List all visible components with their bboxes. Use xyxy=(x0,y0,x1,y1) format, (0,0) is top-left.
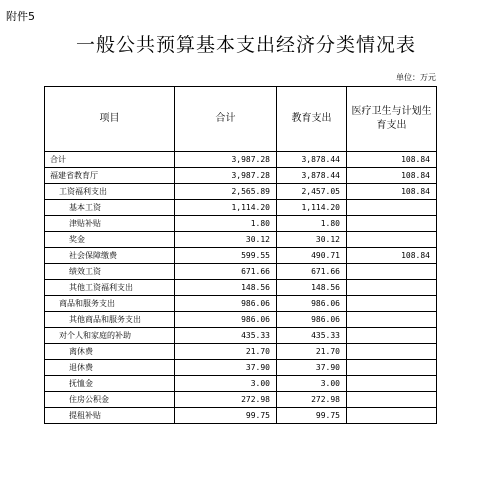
row-education: 3.00 xyxy=(277,376,347,392)
row-education: 21.70 xyxy=(277,344,347,360)
row-name: 退休费 xyxy=(45,360,175,376)
row-total: 986.06 xyxy=(175,296,277,312)
row-name: 离休费 xyxy=(45,344,175,360)
row-total: 30.12 xyxy=(175,232,277,248)
table-row xyxy=(45,344,437,360)
row-health: 108.84 xyxy=(347,248,437,264)
row-education: 272.98 xyxy=(277,392,347,408)
row-health xyxy=(347,264,437,280)
row-total: 1.80 xyxy=(175,216,277,232)
row-education: 99.75 xyxy=(277,408,347,424)
table-row xyxy=(45,248,437,264)
row-name: 商品和服务支出 xyxy=(45,296,175,312)
row-education: 37.90 xyxy=(277,360,347,376)
row-name: 抚恤金 xyxy=(45,376,175,392)
header-health: 医疗卫生与计划生育支出 xyxy=(347,87,437,152)
row-total: 99.75 xyxy=(175,408,277,424)
row-health xyxy=(347,280,437,296)
row-education: 490.71 xyxy=(277,248,347,264)
row-education: 1,114.20 xyxy=(277,200,347,216)
table-row xyxy=(45,392,437,408)
row-health xyxy=(347,312,437,328)
table-row xyxy=(45,184,437,200)
row-health xyxy=(347,232,437,248)
row-total: 671.66 xyxy=(175,264,277,280)
table-row xyxy=(45,408,437,424)
row-education: 986.06 xyxy=(277,296,347,312)
table-header-row xyxy=(45,87,437,152)
attachment-label: 附件5 xyxy=(6,10,35,23)
row-name: 工资福利支出 xyxy=(45,184,175,200)
page-title: 一般公共预算基本支出经济分类情况表 xyxy=(75,34,416,56)
table-row xyxy=(45,232,437,248)
row-total: 3.00 xyxy=(175,376,277,392)
table-row xyxy=(45,376,437,392)
row-health xyxy=(347,328,437,344)
table-row xyxy=(45,296,437,312)
row-name: 合计 xyxy=(45,152,175,168)
header-total: 合计 xyxy=(175,87,277,152)
row-education: 3,878.44 xyxy=(277,152,347,168)
header-education: 教育支出 xyxy=(277,87,347,152)
unit-label: 单位：万元 xyxy=(396,73,436,82)
row-total: 21.70 xyxy=(175,344,277,360)
row-total: 599.55 xyxy=(175,248,277,264)
row-total: 148.56 xyxy=(175,280,277,296)
row-total: 1,114.20 xyxy=(175,200,277,216)
row-total: 986.06 xyxy=(175,312,277,328)
row-health xyxy=(347,200,437,216)
row-total: 3,987.28 xyxy=(175,152,277,168)
row-total: 435.33 xyxy=(175,328,277,344)
row-total: 37.90 xyxy=(175,360,277,376)
row-name: 其他工资福利支出 xyxy=(45,280,175,296)
row-education: 1.80 xyxy=(277,216,347,232)
row-health xyxy=(347,344,437,360)
row-name: 基本工资 xyxy=(45,200,175,216)
row-health xyxy=(347,392,437,408)
table-row xyxy=(45,168,437,184)
row-education: 3,878.44 xyxy=(277,168,347,184)
row-health: 108.84 xyxy=(347,152,437,168)
row-name: 绩效工资 xyxy=(45,264,175,280)
row-education: 148.56 xyxy=(277,280,347,296)
table-row xyxy=(45,312,437,328)
row-name: 津贴补贴 xyxy=(45,216,175,232)
row-health xyxy=(347,376,437,392)
row-total: 2,565.89 xyxy=(175,184,277,200)
row-education: 671.66 xyxy=(277,264,347,280)
row-name: 奖金 xyxy=(45,232,175,248)
row-health xyxy=(347,408,437,424)
header-item: 项目 xyxy=(45,87,175,152)
row-health: 108.84 xyxy=(347,168,437,184)
row-name: 社会保障缴费 xyxy=(45,248,175,264)
table-row xyxy=(45,328,437,344)
row-total: 272.98 xyxy=(175,392,277,408)
row-name: 对个人和家庭的补助 xyxy=(45,328,175,344)
table-row xyxy=(45,264,437,280)
row-health xyxy=(347,296,437,312)
row-name: 提租补贴 xyxy=(45,408,175,424)
row-education: 435.33 xyxy=(277,328,347,344)
row-health xyxy=(347,216,437,232)
row-name: 其他商品和服务支出 xyxy=(45,312,175,328)
table-row xyxy=(45,360,437,376)
row-education: 2,457.05 xyxy=(277,184,347,200)
table-row xyxy=(45,200,437,216)
table-row xyxy=(45,152,437,168)
row-name: 住房公积金 xyxy=(45,392,175,408)
row-education: 986.06 xyxy=(277,312,347,328)
table-row xyxy=(45,280,437,296)
budget-table xyxy=(44,86,437,424)
row-education: 30.12 xyxy=(277,232,347,248)
row-health xyxy=(347,360,437,376)
row-health: 108.84 xyxy=(347,184,437,200)
row-name: 福建省教育厅 xyxy=(45,168,175,184)
row-total: 3,987.28 xyxy=(175,168,277,184)
table-row xyxy=(45,216,437,232)
